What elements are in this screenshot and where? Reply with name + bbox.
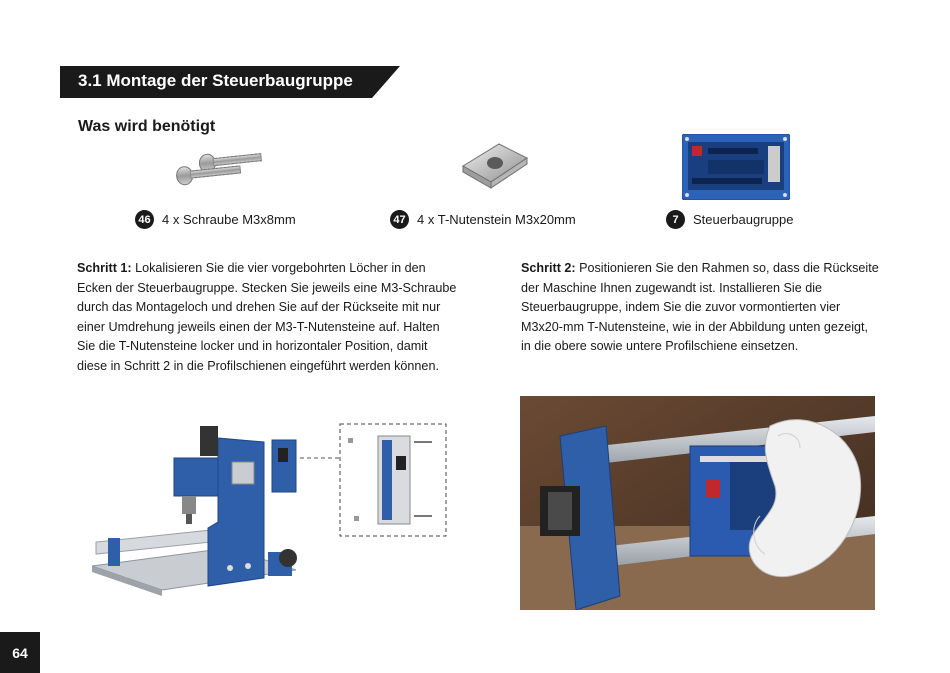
part-item-control-board: [666, 210, 793, 229]
needed-title: Was wird benötigt: [78, 118, 216, 135]
step-body: Positionieren Sie den Rahmen so, dass die Rückseite der Maschine Ihnen zugewandt ist. Installieren Sie die Steuerbaugruppe, indem Sie die zuvor vormontierten vier M3x20-mm T-Nutensteine, wie in der Abbildung unten gezeigt, in die obere sowie untere Profilschiene einsetzen.: [521, 261, 879, 354]
step-1: [77, 259, 457, 377]
part-label: 4 x T-Nutenstein M3x20mm: [417, 212, 576, 227]
part-number-badge: 7: [666, 210, 685, 229]
part-number-badge: 46: [135, 210, 154, 229]
section-title: 3.1 Montage der Steuerbaugruppe: [78, 71, 353, 90]
step-body: Lokalisieren Sie die vier vorgebohrten Löcher in den Ecken der Steuerbaugruppe. Stecken Sie jeweils eine M3-Schraube durch das Montageloch und drehen Sie auf der Rückseite mit nur einer Umdrehung jeweils einen der M3-T-Nutensteine auf. Halten Sie die T-Nutensteine locker und in horizontaler Position, damit diese in Schritt 2 in die Profilschienen eingeführt werden können.: [77, 261, 457, 373]
part-label: 4 x Schraube M3x8mm: [162, 212, 296, 227]
control-board-icon: [682, 134, 790, 200]
part-item-screw: [135, 210, 296, 229]
part-item-t-nut: [390, 210, 576, 229]
part-number-badge: 47: [390, 210, 409, 229]
t-nut-icon: [455, 130, 535, 192]
page-number: 64: [0, 632, 40, 673]
step-2: [521, 259, 881, 357]
machine-illustration: [78, 418, 450, 596]
screw-icon: [170, 148, 270, 190]
assembly-photo: [520, 396, 875, 610]
step-heading: Schritt 2:: [521, 261, 576, 275]
part-label: Steuerbaugruppe: [693, 212, 794, 227]
section-header: [60, 66, 400, 98]
step-heading: Schritt 1:: [77, 261, 132, 275]
